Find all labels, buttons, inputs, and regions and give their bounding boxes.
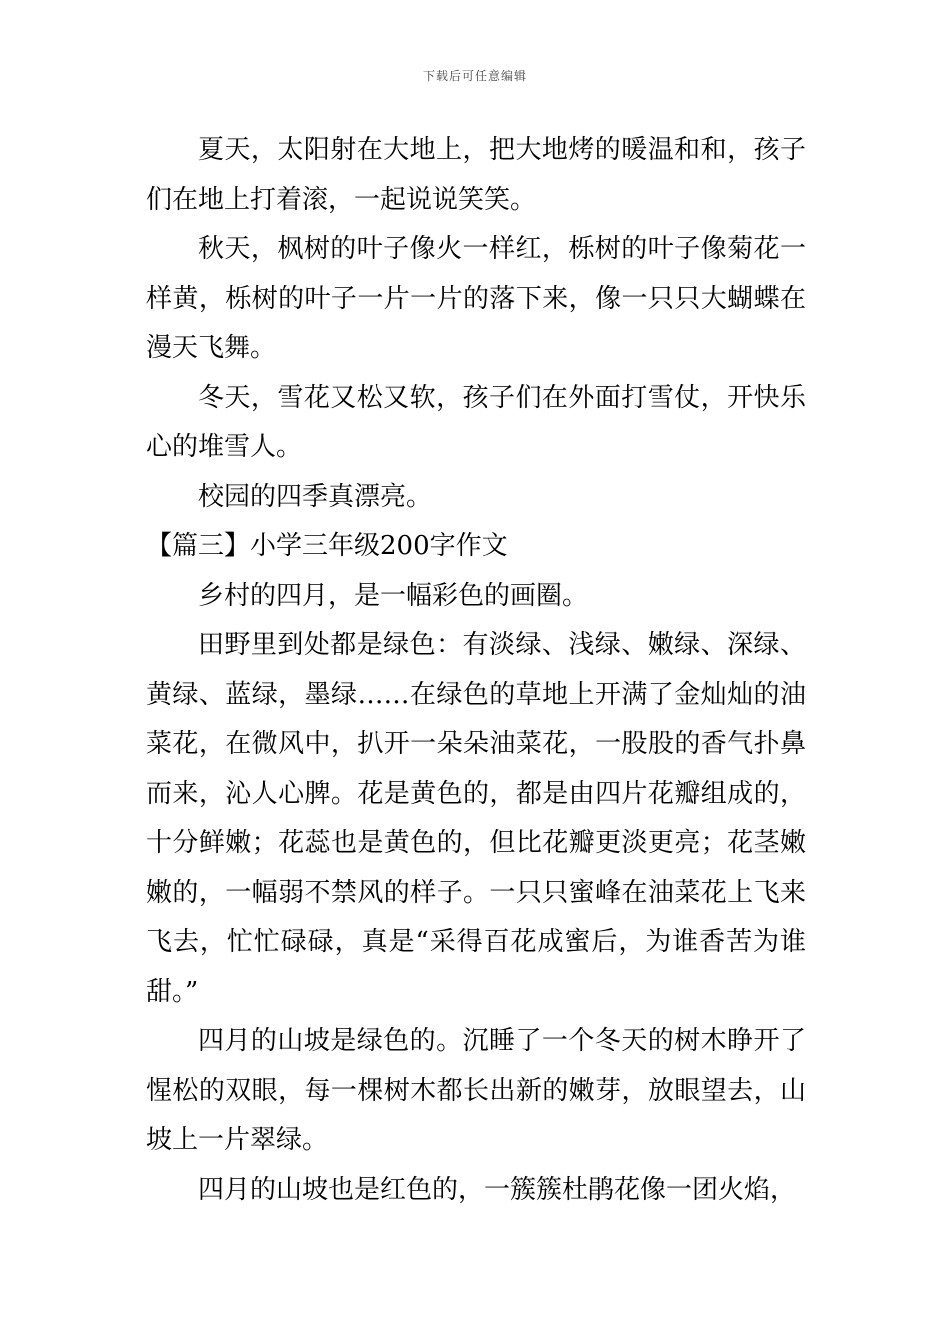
paragraph-april-intro: 乡村的四月，是一幅彩色的画圈。	[198, 580, 589, 611]
page-header: 下载后可任意编辑	[422, 69, 527, 83]
paragraph-conclusion: 校园的四季真漂亮。	[198, 481, 433, 512]
document-body	[146, 126, 806, 1215]
paragraph-autumn: 秋天，枫树的叶子像火一样红，栎树的叶子像菊花一样黄，栎树的叶子一片一片的落下来，像一只只大蝴蝶在漫天飞舞。	[146, 234, 806, 363]
paragraph-green-slope: 四月的山坡是绿色的。沉睡了一个冬天的树木睁开了惺松的双眼，每一棵树木都长出新的嫩芽，放眼望去，山坡上一片翠绿。	[146, 1026, 806, 1155]
paragraph-winter: 冬天，雪花又松又软，孩子们在外面打雪仗，开快乐心的堆雪人。	[146, 382, 806, 462]
paragraph-fields: 田野里到处都是绿色：有淡绿、浅绿、嫩绿、深绿、黄绿、蓝绿，墨绿……在绿色的草地上开满了金灿灿的油菜花，在微风中，扒开一朵朵油菜花，一股股的香气扑鼻而来，沁人心脾。花是黄色的，都是由四片花瓣组成的，十分鲜嫩；花蕊也是黄色的，但比花瓣更淡更亮；花茎嫩嫩的，一幅弱不禁风的样子。一只只蜜峰在油菜花上飞来飞去，忙忙碌碌，真是“采得百花成蜜后，为谁香苦为谁甜。”	[146, 630, 806, 1007]
paragraph-red-slope: 四月的山坡也是红色的，一簇簇杜鹃花像一团火焰，	[198, 1174, 797, 1205]
section-heading: 【篇三】小学三年级200字作文	[146, 531, 508, 561]
paragraph-summer: 夏天，太阳射在大地上，把大地烤的暖温和和，孩子们在地上打着滚，一起说说笑笑。	[146, 135, 806, 215]
